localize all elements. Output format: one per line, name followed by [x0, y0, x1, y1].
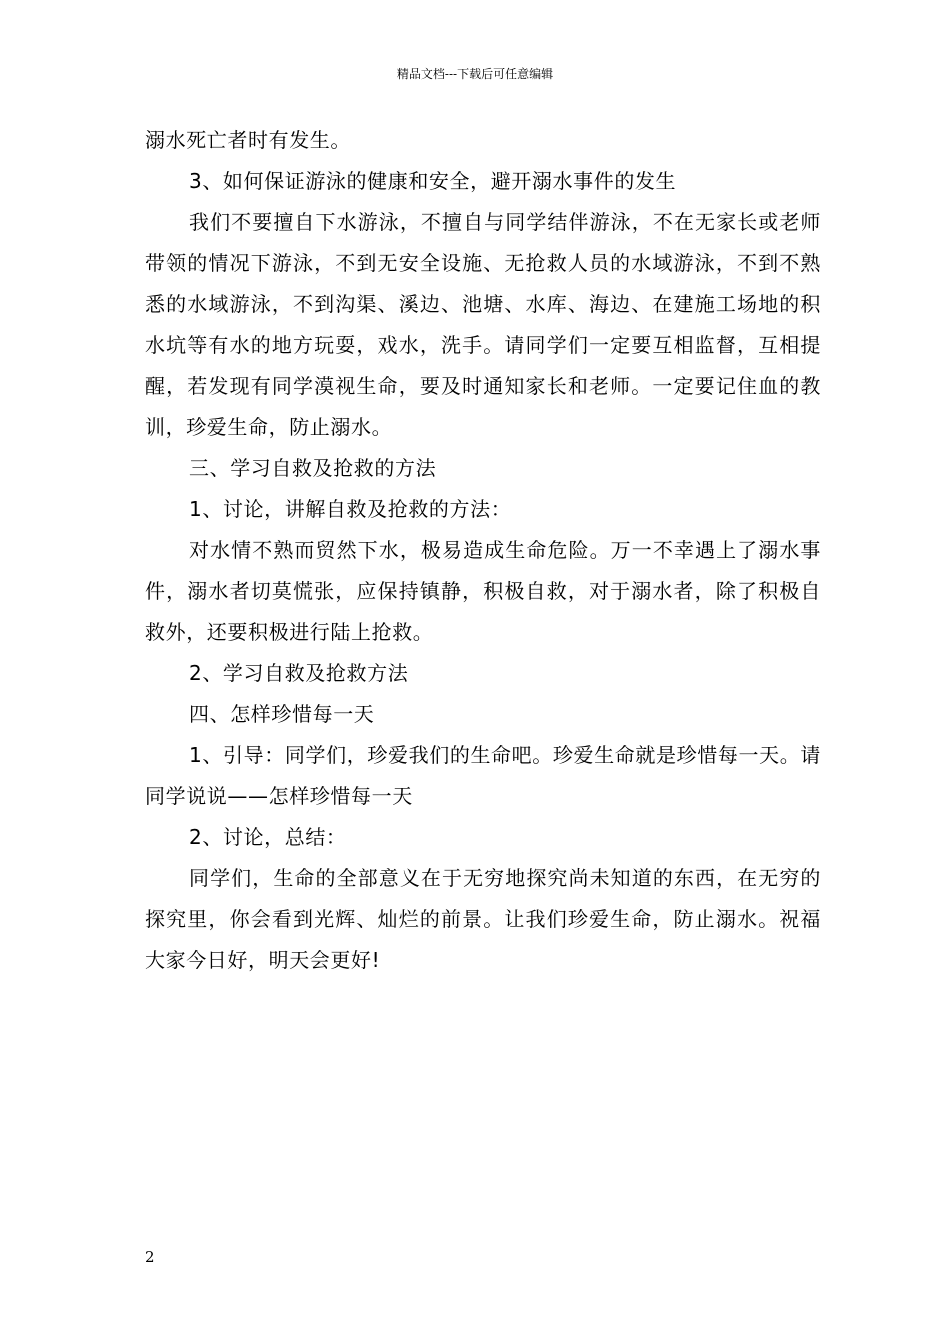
section-heading-cherish-each-day: 四、怎样珍惜每一天	[189, 702, 375, 726]
document-body	[145, 120, 821, 981]
page-header: 精品文档---下载后可任意编辑	[396, 67, 554, 81]
page-number: 2	[145, 1248, 155, 1266]
subheading-learn-methods: 2、学习自救及抢救方法	[189, 661, 409, 685]
subheading-discussion: 1、讨论，讲解自救及抢救的方法：	[189, 497, 512, 521]
paragraph-conclusion: 同学们，生命的全部意义在于无穷地探究尚未知道的东西，在无穷的探究里，你会看到光辉、灿烂的前景。让我们珍爱生命，防止溺水。祝福大家今日好，明天会更好!	[145, 866, 821, 972]
paragraph-guidance: 1、引导：同学们，珍爱我们的生命吧。珍爱生命就是珍惜每一天。请同学说说——怎样珍惜每一天	[145, 743, 821, 808]
paragraph-self-rescue: 对水情不熟而贸然下水，极易造成生命危险。万一不幸遇上了溺水事件，溺水者切莫慌张，应保持镇静，积极自救，对于溺水者，除了积极自救外，还要积极进行陆上抢救。	[145, 538, 821, 644]
paragraph-continuation: 溺水死亡者时有发生。	[145, 128, 351, 152]
paragraph-swim-rules: 我们不要擅自下水游泳，不擅自与同学结伴游泳，不在无家长或老师带领的情况下游泳，不到无安全设施、无抢救人员的水域游泳，不到不熟悉的水域游泳，不到沟渠、溪边、池塘、水库、海边、在建施工场地的积水坑等有水的地方玩耍，戏水，洗手。请同学们一定要互相监督，互相提醒，若发现有同学漠视生命，要及时通知家长和老师。一定要记住血的教训，珍爱生命，防止溺水。	[145, 210, 821, 439]
section-heading-self-rescue: 三、学习自救及抢救的方法	[189, 456, 437, 480]
heading-swim-safety: 3、如何保证游泳的健康和安全，避开溺水事件的发生	[189, 169, 677, 193]
subheading-summary: 2、讨论，总结：	[189, 825, 347, 849]
